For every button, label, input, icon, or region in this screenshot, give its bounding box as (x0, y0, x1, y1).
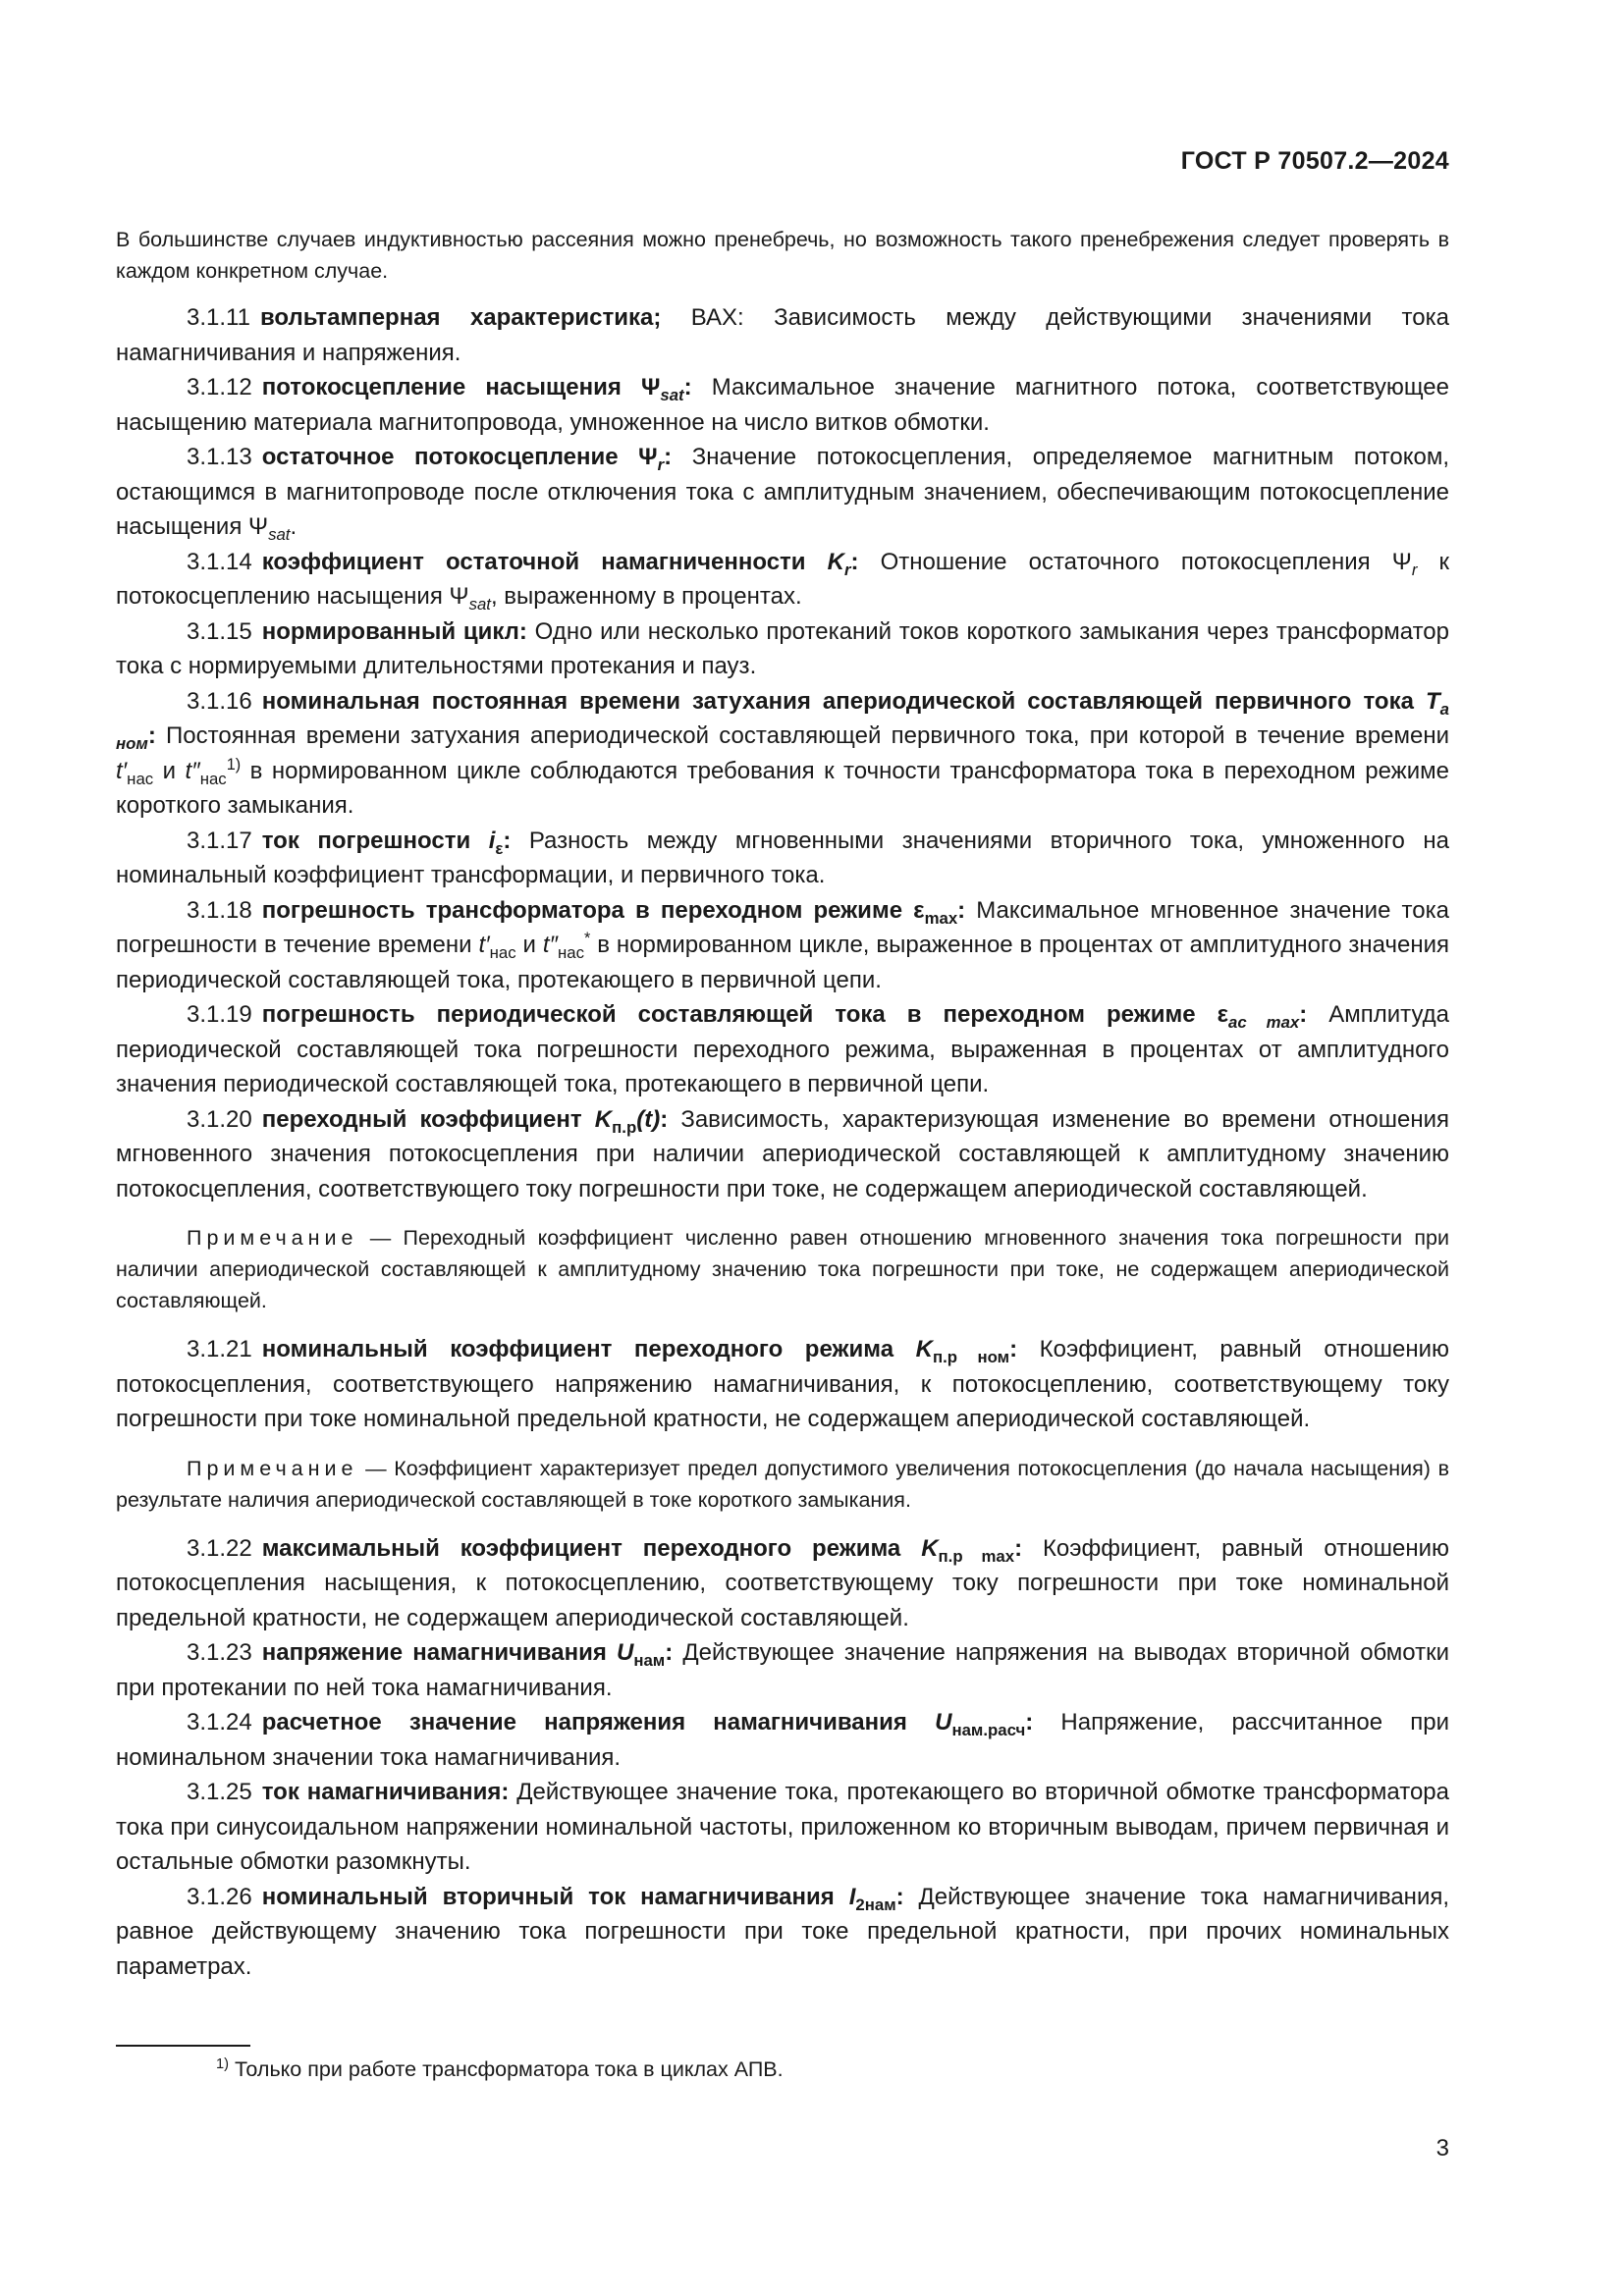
symbol: ε (913, 896, 925, 924)
term: коэффициент остаточной намагниченности $K_r$: (261, 548, 859, 579)
definition-text: Зависимость, характеризующая изменение во времени отношения мгновенного значения потокосцепления при наличии апериодической составляющей к амплитудному значению потокосцепления, соответствующего току погрешности при токе, не содержащем апериодической составляющей. (116, 1105, 1449, 1202)
clause-number: 3.1.16 (187, 687, 252, 715)
symbol: K (827, 548, 845, 575)
definition-text: Амплитуда периодической составляющей тока погрешности переходного режима, выраженная в процентах от амплитудного значения периодической составляющей тока, протекающего в первичной цепи. (116, 1001, 1449, 1097)
clause-number: 3.1.25 (187, 1779, 252, 1805)
definition-3-1-12 (116, 370, 1449, 440)
term: переходный коэффициент $K_{п.р}(t)$: (261, 1105, 669, 1137)
symbol: Ψ (248, 513, 269, 540)
definition-text: Отношение остаточного потокосцепления (858, 548, 1392, 575)
note-text: — Коэффициент характеризует предел допустимого увеличения потокосцепления (до начала насыщения) в результате наличия апериодической составляющей в токе короткого замыкания. (116, 1456, 1449, 1512)
symbol: U (616, 1639, 634, 1666)
clause-number: 3.1.13 (187, 444, 252, 470)
symbol: I (848, 1883, 856, 1910)
definition-text: ВАХ: Зависимость между действующими значениями тока намагничивания и напряжения. (116, 304, 1450, 366)
symbol: i (488, 827, 496, 854)
definition-text: Коэффициент, равный отношению потокосцепления, соответствующего напряжению намагничивания, к потокосцеплению, соответствующему току погрешности при токе номинальной предельной кратности, не содержащем апериодической составляющей. (116, 1336, 1449, 1432)
note-label: Примечание (187, 1456, 358, 1480)
definition-3-1-19 (116, 997, 1449, 1102)
definition-3-1-25 (116, 1775, 1449, 1880)
definition-text: Одно или несколько протеканий токов короткого замыкания через трансформатор тока с нормируемыми длительностями протекания и пауз. (116, 617, 1449, 679)
term: расчетное значение напряжения намагничивания $U_{нам.расч}$: (261, 1709, 1034, 1739)
footnote-mark: 1) (216, 2056, 229, 2072)
symbol: ε (1217, 1001, 1228, 1028)
definition-text: Действующее значение тока намагничивания, равное действующему значению тока погрешности при токе предельной кратности, при прочих номинальных параметрах. (116, 1883, 1450, 1980)
clause-number: 3.1.20 (187, 1105, 252, 1133)
term: напряжение намагничивания $U_{нам}$: (261, 1639, 674, 1670)
term: нормированный цикл: (261, 617, 527, 645)
definition-3-1-23 (116, 1635, 1449, 1705)
term: остаточное потокосцепление $\Psi_r$: (261, 444, 673, 474)
symbol: K (594, 1105, 613, 1133)
definition-text: Действующее значение тока, протекающего во вторичной обмотке трансформатора тока при синусоидальном напряжении номинальной частоты, приложенном ко вторичным выводам, причем первичная и остальные обмотки разомкнуты. (116, 1779, 1449, 1875)
definition-3-1-16: 3.1.16 номинальная постоянная времени затухания апериодической составляющей первичного тока $T_{a ном}$: Постоянная времени затухания апериодической составляющей первичного тока, при которой в течение времени $t'_{нас}$ и $t''_{нас}^{1)}$ в нормированном цикле соблюдаются требования к точности трансформатора тока в переходном режиме короткого замыкания. (116, 687, 1449, 819)
term: номинальная постоянная времени затухания апериодической составляющей первичного тока $T_{a ном}$: (116, 687, 1449, 753)
intro-paragraph: В большинстве случаев индуктивностью рассеяния можно пренебречь, но возможность такого пренебрежения следует проверять в каждом конкретном случае. (116, 228, 1449, 283)
definition-text: Разность между мгновенными значениями вторичного тока, умноженного на номинальный коэффициент трансформации, и первичного тока. (116, 827, 1450, 888)
definition-3-1-11 (116, 300, 1449, 370)
definition-3-1-22 (116, 1531, 1449, 1636)
symbol: Ψ (640, 374, 661, 400)
document-body (116, 224, 1449, 1984)
clause-number: 3.1.12 (187, 374, 252, 400)
symbol: K (921, 1534, 939, 1562)
symbol: K (915, 1336, 933, 1362)
note-coefficient-limit (116, 1453, 1449, 1516)
note-label: Примечание (187, 1226, 358, 1250)
clause-number: 3.1.23 (187, 1639, 252, 1666)
clause-number: 3.1.24 (187, 1709, 252, 1735)
clause-number: 3.1.26 (187, 1883, 252, 1910)
clause-number: 3.1.21 (187, 1336, 252, 1362)
term: номинальный вторичный ток намагничивания $I_{2нам}$: (261, 1883, 904, 1914)
clause-number: 3.1.14 (187, 548, 252, 575)
term: вольтамперная характеристика; (259, 304, 662, 331)
definition-text: Значение потокосцепления, определяемое магнитным потоком, остающимся в магнитопроводе после отключения тока с амплитудным значением, обеспечивающим потокосцепление насыщения (116, 444, 1449, 540)
footnote (216, 2054, 784, 2085)
clause-number: 3.1.17 (187, 827, 252, 854)
term: ток погрешности $i_\varepsilon$: (261, 827, 512, 858)
definition-text: Коэффициент, равный отношению потокосцепления насыщения, к потокосцеплению, соответствующему току погрешности при токе номинальной предельной кратности, не содержащем апериодической составляющей. (116, 1534, 1449, 1631)
definition-text: Действующее значение напряжения на выводах вторичной обмотки при протекании по ней тока намагничивания. (116, 1639, 1449, 1701)
definition-text: Максимальное значение магнитного потока, соответствующее насыщению материала магнитопровода, умноженное на число витков обмотки. (116, 374, 1450, 436)
term: погрешность периодической составляющей тока в переходном режиме $\varepsilon_{ac max}$: (261, 1001, 1308, 1032)
clause-number: 3.1.11 (187, 304, 250, 331)
term: номинальный коэффициент переходного режима $K_{п.р ном}$: (261, 1336, 1018, 1366)
term: потокосцепление насыщения $\Psi_{sat}$: (261, 374, 692, 404)
symbol: Ψ (638, 444, 658, 470)
footnote-text: Только при работе трансформатора тока в циклах АПВ. (229, 2057, 784, 2081)
term: погрешность трансформатора в переходном режиме $\varepsilon_{max}$: (261, 896, 966, 928)
definition-3-1-14: 3.1.14 коэффициент остаточной намагниченности $K_r$: Отношение остаточного потокосцепления $\Psi_r$ к потокосцеплению насыщения $\Psi_{sat}$, выраженному в процентах. (116, 548, 1450, 614)
clause-number: 3.1.19 (187, 1001, 252, 1028)
definition-3-1-24 (116, 1705, 1449, 1775)
definition-3-1-21 (116, 1332, 1449, 1437)
symbol: U (935, 1709, 952, 1735)
clause-number: 3.1.15 (187, 617, 252, 645)
definition-3-1-17 (116, 824, 1449, 893)
symbol: T (1425, 687, 1440, 715)
term: максимальный коэффициент переходного режима $K_{п.р max}$: (261, 1534, 1023, 1566)
clause-number: 3.1.18 (187, 896, 252, 924)
definition-text: Постоянная времени затухания апериодической составляющей первичного тока, при которой в течение времени (155, 722, 1449, 749)
term: ток намагничивания: (261, 1779, 510, 1805)
clause-number: 3.1.22 (187, 1534, 252, 1562)
definition-text: Напряжение, рассчитанное при номинальном значении тока намагничивания. (116, 1709, 1449, 1771)
page-number: 3 (1435, 2135, 1449, 2162)
footnote-separator (116, 2045, 250, 2047)
definition-3-1-15 (116, 614, 1449, 684)
definition-3-1-13: 3.1.13 остаточное потокосцепление $\Psi_r$: Значение потокосцепления, определяемое магнитным потоком, остающимся в магнитопроводе после отключения тока с амплитудным значением, обеспечивающим потокосцепление насыщения $\Psi_{sat}$. (116, 444, 1449, 544)
definition-3-1-26 (116, 1880, 1449, 1985)
definition-text: Максимальное мгновенное значение тока погрешности в течение времени (116, 896, 1450, 958)
note-text: — Переходный коэффициент численно равен отношению мгновенного значения тока погрешности при наличии апериодической составляющей к амплитудному значению тока погрешности при токе, не содержащем апериодической составляющей. (116, 1226, 1449, 1312)
definition-3-1-18: 3.1.18 погрешность трансформатора в переходном режиме $\varepsilon_{max}$: Максимальное мгновенное значение тока погрешности в течение времени $t'_{нас}$ и $t''_{нас}^*$ в нормированном цикле, выраженное в процентах от амплитудного значения периодической составляющей тока, протекающего в первичной цепи. (116, 896, 1450, 993)
footnote-ref: 1) (226, 755, 242, 774)
definition-3-1-20 (116, 1102, 1449, 1207)
note-transient-coefficient (116, 1222, 1449, 1316)
standard-designation: ГОСТ Р 70507.2—2024 (1180, 147, 1449, 175)
